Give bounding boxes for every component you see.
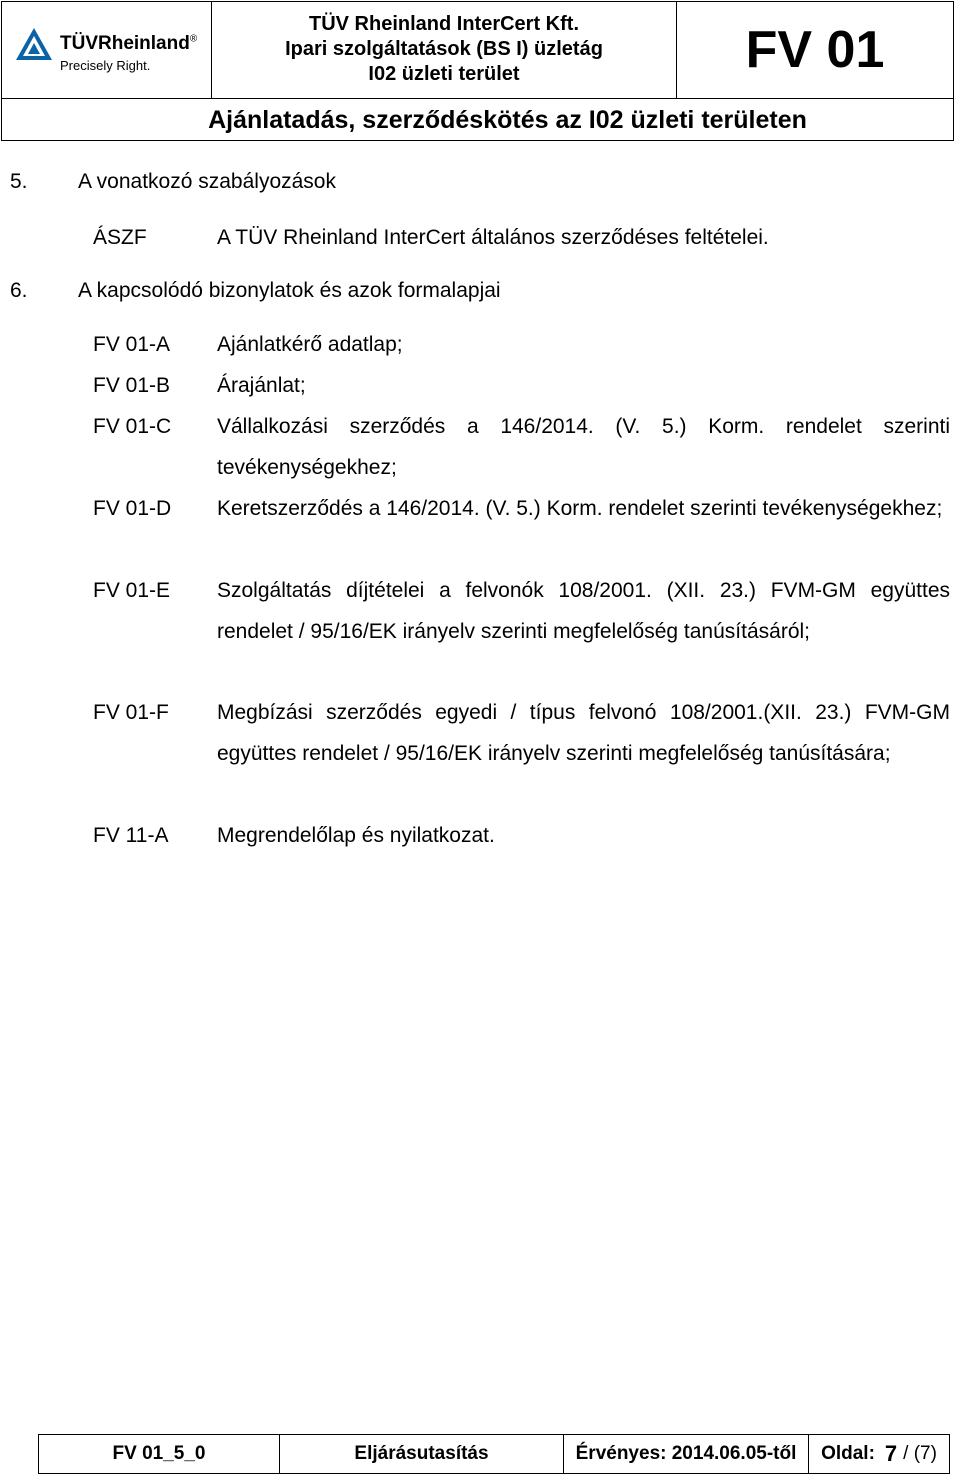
document-code: FV 01: [745, 21, 885, 79]
logo-cell: [2, 2, 212, 98]
document-title: Ajánlatadás, szerződéskötés az I02 üzleti területen: [2, 98, 953, 140]
item-description: Megrendelőlap és nyilatkozat.: [217, 824, 495, 847]
organization-block: [212, 2, 677, 98]
footer-page-current: 7: [884, 1441, 898, 1466]
org-line-company: TÜV Rheinland InterCert Kft.: [308, 13, 579, 35]
tuv-triangle-logo-icon: [14, 26, 54, 64]
logo-brand: TÜVRheinland®: [60, 33, 198, 54]
section-number: 6.: [10, 279, 28, 302]
item-code: FV 01-C: [93, 415, 172, 438]
footer-page-label: Oldal:: [821, 1443, 875, 1464]
logo-tagline: Precisely Right.: [60, 58, 151, 73]
item-code: FV 01-A: [93, 333, 171, 356]
section-title: A vonatkozó szabályozások: [78, 170, 336, 193]
item-description: Vállalkozási szerződés a 146/2014. (V. 5.) Korm. rendelet szerinti tevékenységekhez;: [217, 415, 950, 479]
item-description: Keretszerződés a 146/2014. (V. 5.) Korm. rendelet szerinti tevékenységekhez;: [217, 497, 943, 520]
document-footer: [38, 1434, 950, 1474]
item-description: A TÜV Rheinland InterCert általános szerződéses feltételei.: [217, 226, 769, 249]
footer-doc-id: FV 01_5_0: [39, 1435, 280, 1473]
item-description: Megbízási szerződés egyedi / típus felvonó 108/2001.(XII. 23.) FVM-GM együttes rendelet / 95/16/EK irányelv szerinti megfelelőség tanúsítására;: [217, 701, 950, 765]
footer-valid-from: Érvényes: 2014.06.05-től: [564, 1435, 809, 1473]
section-number: 5.: [10, 170, 28, 193]
item-code: FV 01-E: [93, 579, 171, 602]
item-code: FV 01-B: [93, 374, 171, 397]
footer-page-total: / (7): [903, 1443, 937, 1464]
section-heading: [10, 170, 336, 194]
item-description: Árajánlat;: [217, 374, 306, 397]
item-description: Ajánlatkérő adatlap;: [217, 333, 403, 356]
item-code: ÁSZF: [93, 226, 147, 249]
section-heading: [10, 279, 501, 303]
org-line-division: Ipari szolgáltatások (BS I) üzletág: [285, 38, 603, 60]
item-description: Szolgáltatás díjtételei a felvonók 108/2001. (XII. 23.) FVM-GM együttes rendelet / 95/16/EK irányelv szerinti megfelelőség tanúsításáról;: [217, 579, 950, 643]
org-line-area: I02 üzleti terület: [368, 63, 520, 85]
section-title: A kapcsolódó bizonylatok és azok formalapjai: [78, 279, 501, 302]
item-code: FV 11-A: [93, 824, 169, 847]
item-code: FV 01-F: [93, 701, 169, 724]
item-code: FV 01-D: [93, 497, 172, 520]
footer-doc-type: Eljárásutasítás: [280, 1435, 564, 1473]
document-header: [1, 1, 954, 141]
footer-page-info: [809, 1435, 949, 1473]
